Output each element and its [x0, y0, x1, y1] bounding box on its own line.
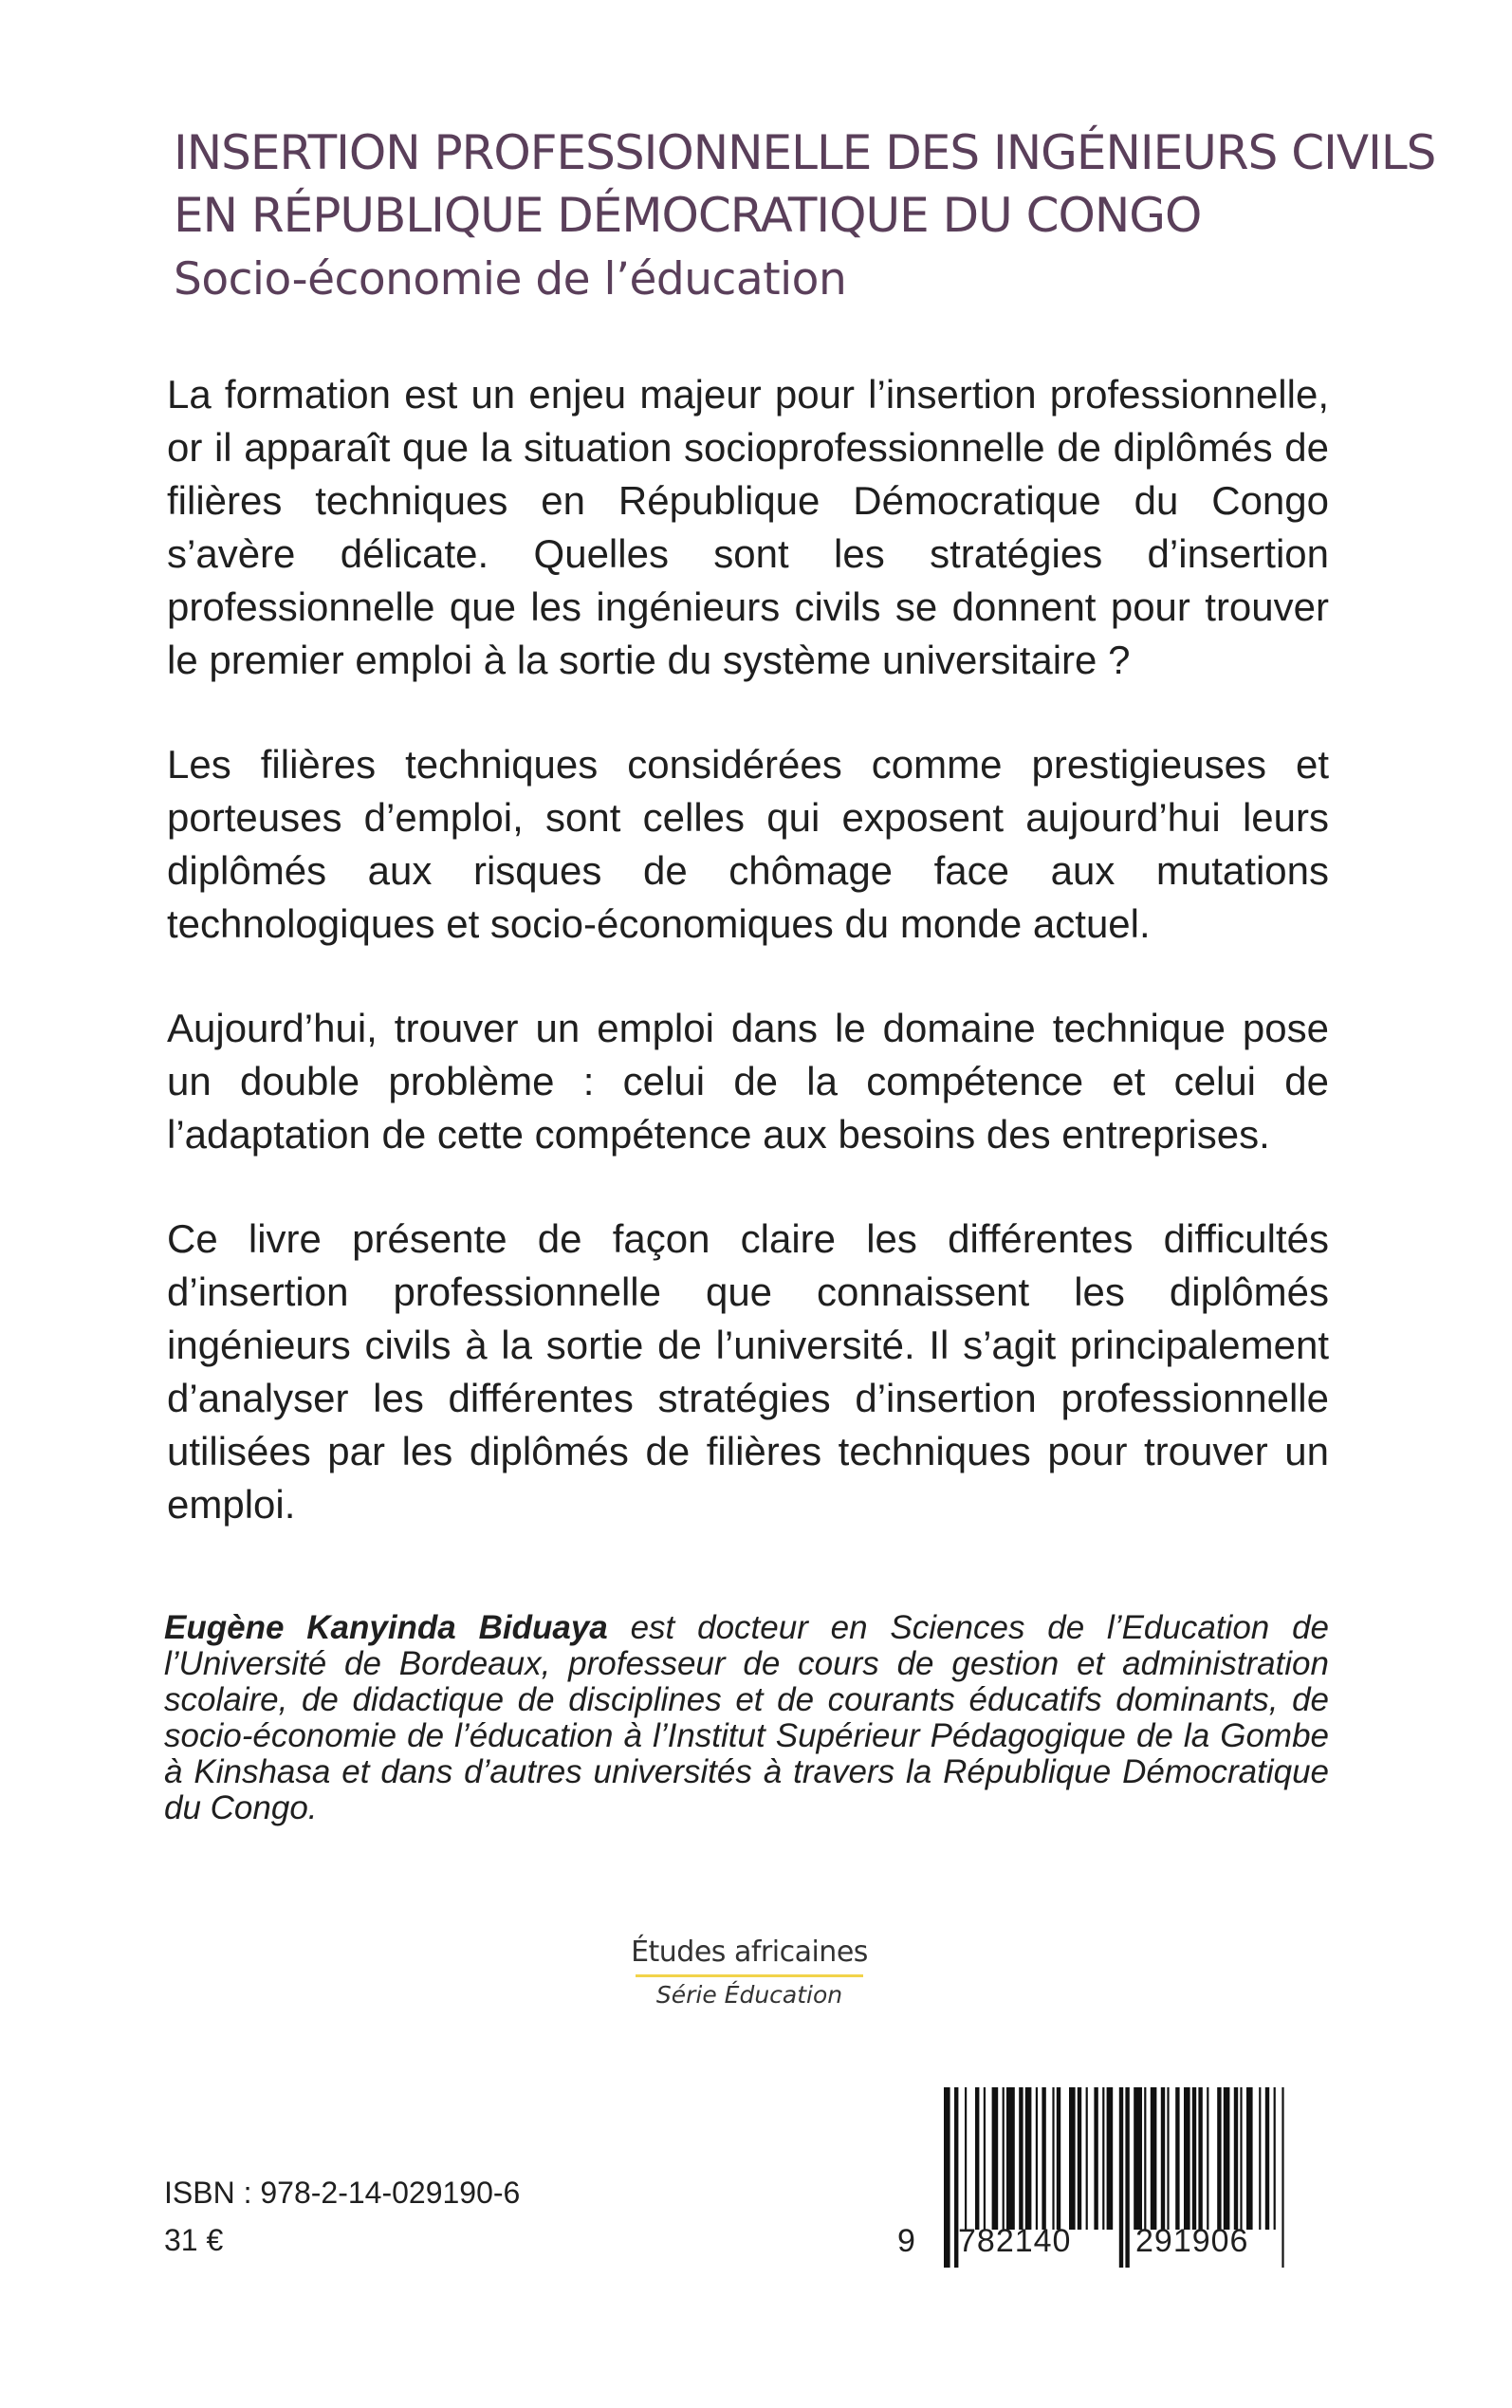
series-divider	[636, 1974, 863, 1977]
barcode-bar	[1265, 2087, 1269, 2230]
barcode-bar	[1259, 2087, 1261, 2230]
barcode-bar	[1234, 2087, 1238, 2230]
blurb-paragraph-4: Ce livre présente de façon claire les différentes difficultés d’insertion professionnelle que connaissent les diplômés ingénieurs civils à la sortie de l’université. Il s’agit principalement d’analyser les différentes stratégies d’insertion professionnelle utilisées par les diplômés de filières techniques pour trouver un emploi.	[167, 1216, 1329, 1527]
barcode-bar	[1175, 2087, 1179, 2230]
author-bio-text: est docteur en Sciences de l’Education de l’Université de Bordeaux, professeur de cours de gestion et administration scolaire, de didactique de disciplines et de courants éducatifs dominants, de socio-économie de l’éducation à l’Institut Supérieur Pédagogique de la Gombe à Kinshasa et dans d’autres universités à travers la République Démocratique du Congo.	[164, 1609, 1330, 1826]
barcode-bar	[1207, 2087, 1208, 2230]
barcode-bar	[1240, 2087, 1242, 2230]
barcode-bar	[1274, 2087, 1276, 2230]
barcode-bar	[1282, 2087, 1283, 2268]
barcode-bar	[1161, 2087, 1165, 2230]
title-block	[174, 121, 1436, 311]
barcode-bar	[1192, 2087, 1196, 2230]
barcode-bar	[965, 2087, 967, 2230]
barcode-bar	[1167, 2087, 1169, 2230]
barcode-bar	[1057, 2087, 1060, 2230]
barcode-bar	[1184, 2087, 1190, 2230]
barcode-bar	[975, 2087, 979, 2230]
barcode-bar	[1217, 2087, 1221, 2230]
barcode-bar	[1198, 2087, 1202, 2230]
barcode-left-digits: 782140	[958, 2223, 1072, 2259]
barcode-bar	[1151, 2087, 1157, 2230]
barcode-bar	[1224, 2087, 1230, 2230]
barcode-bar	[1078, 2087, 1081, 2230]
blurb-paragraph-3: Aujourd’hui, trouver un emploi dans le domaine technique pose un double problème : celui de la compétence et celui de l’adaptation de cette compétence aux besoins des entreprises.	[167, 1006, 1329, 1157]
barcode-bar	[1086, 2087, 1088, 2230]
isbn: ISBN : 978-2-14-029190-6	[164, 2176, 521, 2210]
barcode-bar	[1102, 2087, 1104, 2230]
book-title-line-1: INSERTION PROFESSIONNELLE DES INGÉNIEURS CIVILS	[174, 125, 1436, 180]
barcode-bar	[1052, 2087, 1054, 2230]
barcode-bar	[1094, 2087, 1097, 2230]
barcode-bar	[992, 2087, 999, 2230]
blurb-paragraph-1: La formation est un enjeu majeur pour l’insertion professionnelle, or il apparaît que la situation socioprofessionnelle de diplômés de filières techniques en République Démocratique du Congo s’avère délicate. Quelles sont les stratégies d’insertion professionnelle que les ingénieurs civils se donnent pour trouver le premier emploi à la sortie du système universitaire ?	[167, 372, 1329, 682]
barcode-bar	[1003, 2087, 1005, 2230]
barcode-lead-digit: 9	[897, 2223, 916, 2259]
barcode-bar	[1125, 2087, 1129, 2268]
barcode-right-digits: 291906	[1135, 2223, 1249, 2259]
barcode-bar	[1144, 2087, 1146, 2230]
author-name: Eugène Kanyinda Biduaya	[164, 1609, 608, 1646]
barcode-bar	[944, 2087, 950, 2268]
barcode-bar	[1019, 2087, 1023, 2230]
barcode-bar	[1107, 2087, 1114, 2230]
barcode-bar	[984, 2087, 986, 2230]
barcode-bar	[1119, 2087, 1123, 2268]
blurb	[167, 368, 1329, 1583]
barcode-bar	[1246, 2087, 1253, 2230]
barcode-bar	[1006, 2087, 1015, 2230]
barcode-bar	[1025, 2087, 1032, 2230]
series-block	[607, 1936, 892, 2009]
blurb-paragraph-2: Les filières techniques considérées comme prestigieuses et porteuses d’emploi, sont celles qui exposent aujourd’hui leurs diplômés aux risques de chômage face aux mutations technologiques et socio-économiques du monde actuel.	[167, 742, 1329, 946]
barcode-bar	[1042, 2087, 1045, 2230]
author-bio	[164, 1610, 1329, 1826]
barcode-bar	[1134, 2087, 1142, 2230]
book-subtitle: Socio-économie de l’éducation	[174, 253, 847, 306]
barcode-bar	[1069, 2087, 1076, 2230]
series-subseries: Série Éducation	[655, 1981, 843, 2009]
book-title-line-2: EN RÉPUBLIQUE DÉMOCRATIQUE DU CONGO	[174, 188, 1202, 243]
series-name: Études africaines	[631, 1936, 868, 1969]
barcode-bar	[1036, 2087, 1038, 2230]
price: 31 €	[164, 2223, 224, 2257]
